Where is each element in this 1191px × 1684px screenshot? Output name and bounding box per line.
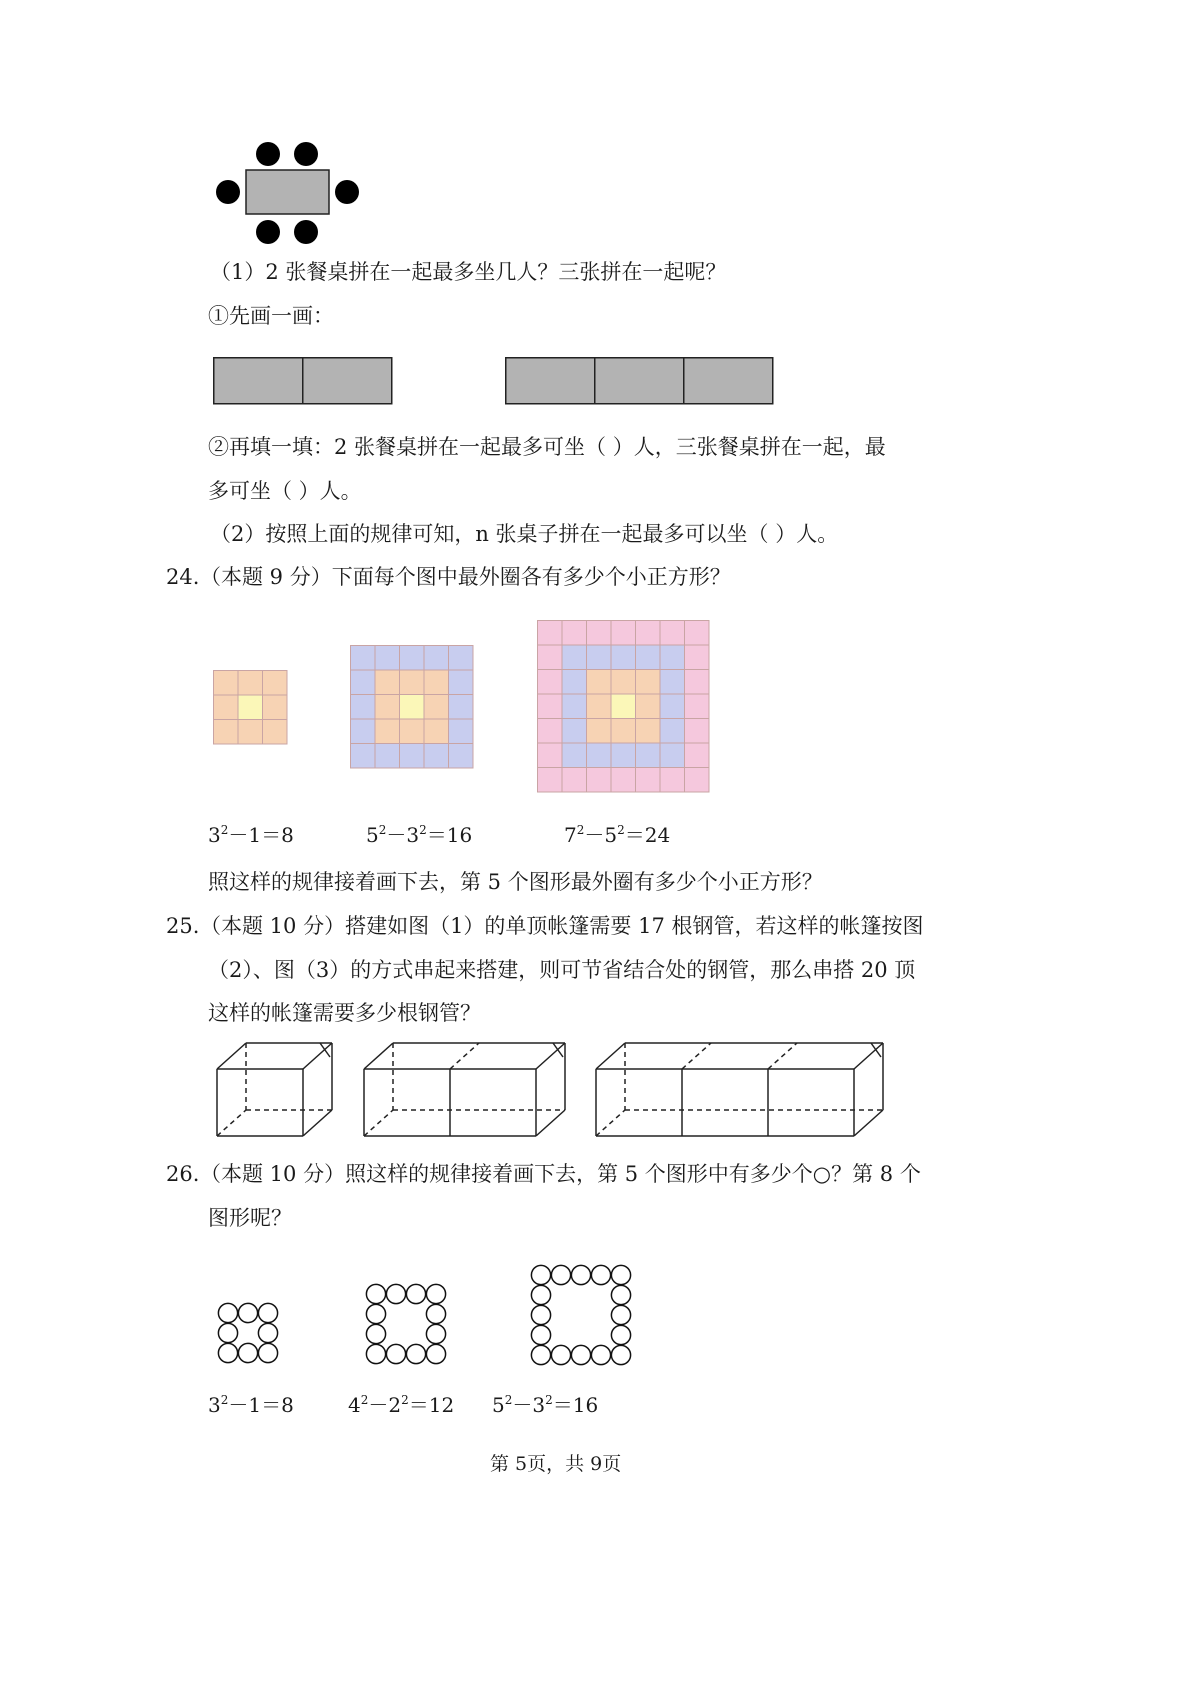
tent-hidden-edge xyxy=(768,1043,797,1069)
grid-cell xyxy=(611,719,636,744)
grid-cell xyxy=(636,621,661,646)
tent-hidden-edge xyxy=(596,1110,625,1136)
grid-cell xyxy=(538,719,563,744)
grid-cell xyxy=(400,646,425,671)
grid-cell xyxy=(538,768,563,793)
ring-circle xyxy=(406,1344,425,1363)
tent-figure-1 xyxy=(213,1038,339,1142)
q24-formula-3: $7^2-5^2=24$ xyxy=(564,823,671,847)
table-rect xyxy=(246,170,329,214)
grid-cell xyxy=(238,671,263,696)
tent-hidden-edge xyxy=(450,1043,479,1069)
ring-circle xyxy=(218,1303,237,1322)
grid-cell xyxy=(214,671,239,696)
ring-circle xyxy=(366,1344,385,1363)
grid-cell xyxy=(636,768,661,793)
grid-cell xyxy=(449,744,474,769)
q24-formula-1: $3^2-1=8$ xyxy=(208,823,294,847)
seat-dot xyxy=(256,220,280,244)
ring-circle xyxy=(611,1345,630,1364)
q26-formula-2: $4^2-2^2=12$ xyxy=(348,1393,455,1417)
seat-dot xyxy=(294,220,318,244)
three-tables-figure xyxy=(505,357,775,405)
grid-cell xyxy=(587,743,612,768)
q25-line3: 这样的帐篷需要多少根钢管？ xyxy=(208,1001,481,1025)
grid-cell xyxy=(660,670,685,695)
grid-cell xyxy=(587,768,612,793)
ring-circle xyxy=(426,1324,445,1343)
ring-circle xyxy=(258,1303,277,1322)
grid-cell xyxy=(685,645,710,670)
q23-step1-label: ①先画一画： xyxy=(208,304,334,328)
grid-cell xyxy=(351,670,376,695)
tent-edge xyxy=(364,1043,393,1069)
grid-cell xyxy=(351,695,376,720)
q26-formula-1: $3^2-1=8$ xyxy=(208,1393,294,1417)
q26-line2: 图形呢？ xyxy=(208,1206,292,1230)
grid-cell xyxy=(238,720,263,745)
grid-cell xyxy=(660,719,685,744)
ring-circle xyxy=(611,1305,630,1324)
ring-circle xyxy=(611,1285,630,1304)
grid-cell xyxy=(587,719,612,744)
ring-circle xyxy=(531,1345,550,1364)
circle-ring-figure-3 xyxy=(530,1264,632,1366)
grid-cell xyxy=(538,743,563,768)
grid-cell xyxy=(660,694,685,719)
grid-cell xyxy=(400,744,425,769)
ring-circle xyxy=(531,1305,550,1324)
grid-cell xyxy=(611,621,636,646)
grid-cell xyxy=(214,720,239,745)
ring-circle xyxy=(531,1285,550,1304)
tent-edge xyxy=(303,1110,332,1136)
tent-roof-edge xyxy=(871,1043,881,1057)
grid-cell xyxy=(538,645,563,670)
grid-cell xyxy=(611,694,636,719)
grid-cell xyxy=(636,670,661,695)
grid-cell xyxy=(562,694,587,719)
grid-cell xyxy=(351,719,376,744)
seat-dot xyxy=(216,180,240,204)
grid-cell xyxy=(351,744,376,769)
q25-line2: （2）、图（3）的方式串起来搭建，则可节省结合处的钢管，那么串搭 20 顶 xyxy=(208,958,916,982)
tent-edge xyxy=(536,1043,565,1069)
q23-step2-line1: ②再填一填：2 张餐桌拼在一起最多可坐（ ）人，三张餐桌拼在一起，最 xyxy=(208,435,886,459)
grid-cell xyxy=(263,671,288,696)
grid-cell xyxy=(660,645,685,670)
ring-circle xyxy=(238,1343,257,1362)
ring-circle xyxy=(531,1325,550,1344)
grid-cell xyxy=(611,645,636,670)
grid-cell xyxy=(375,670,400,695)
grid-cell xyxy=(400,695,425,720)
square-grid-3x3 xyxy=(213,670,289,746)
q24-formula-2: $5^2-3^2=16$ xyxy=(366,823,473,847)
grid-cell xyxy=(562,743,587,768)
grid-cell xyxy=(636,645,661,670)
grid-cell xyxy=(562,670,587,695)
ring-circle xyxy=(258,1343,277,1362)
ring-circle xyxy=(238,1303,257,1322)
grid-cell xyxy=(636,719,661,744)
ring-circle xyxy=(551,1345,570,1364)
grid-cell xyxy=(449,670,474,695)
grid-cell xyxy=(449,719,474,744)
q26-formula-3: $5^2-3^2=16$ xyxy=(492,1393,599,1417)
tent-edge xyxy=(536,1110,565,1136)
ring-circle xyxy=(218,1343,237,1362)
ring-circle xyxy=(426,1344,445,1363)
tent-roof-edge xyxy=(320,1043,330,1057)
grid-cell xyxy=(400,719,425,744)
grid-cell xyxy=(538,694,563,719)
grid-cell xyxy=(424,670,449,695)
q24-question: （本题 9 分）下面每个图中最外圈各有多少个小正方形？ xyxy=(200,565,731,589)
tent-edge xyxy=(854,1043,883,1069)
ring-circle xyxy=(426,1284,445,1303)
tent-hidden-edge xyxy=(217,1110,246,1136)
q24-number: 24. xyxy=(166,565,200,589)
tent-hidden-edge xyxy=(364,1110,393,1136)
dining-table-figure xyxy=(210,138,370,250)
grid-cell xyxy=(685,694,710,719)
two-tables-figure xyxy=(213,357,393,405)
ring-circle xyxy=(258,1323,277,1342)
grid-cell xyxy=(562,621,587,646)
grid-cell xyxy=(685,768,710,793)
tent-edge xyxy=(854,1110,883,1136)
ring-circle xyxy=(426,1304,445,1323)
grid-cell xyxy=(587,621,612,646)
ring-circle xyxy=(611,1325,630,1344)
grid-cell xyxy=(351,646,376,671)
grid-cell xyxy=(538,670,563,695)
grid-cell xyxy=(263,695,288,720)
ring-circle xyxy=(386,1284,405,1303)
grid-cell xyxy=(587,645,612,670)
grid-cell xyxy=(263,720,288,745)
grid-cell xyxy=(636,694,661,719)
grid-cell xyxy=(238,695,263,720)
ring-circle xyxy=(571,1345,590,1364)
ring-circle xyxy=(551,1265,570,1284)
square-grid-5x5 xyxy=(350,645,475,770)
q23-step2-line2: 多可坐（ ）人。 xyxy=(208,479,362,503)
ring-circle xyxy=(591,1265,610,1284)
grid-cell xyxy=(660,743,685,768)
ring-circle xyxy=(366,1304,385,1323)
q25-line1: （本题 10 分）搭建如图（1）的单顶帐篷需要 17 根钢管，若这样的帐篷按图 xyxy=(200,914,924,938)
ring-circle xyxy=(591,1345,610,1364)
grid-cell xyxy=(449,646,474,671)
seat-dot xyxy=(294,142,318,166)
grid-cell xyxy=(375,646,400,671)
ring-circle xyxy=(218,1323,237,1342)
seat-dot xyxy=(335,180,359,204)
q25-number: 25. xyxy=(166,914,200,938)
q26-number: 26. xyxy=(166,1162,200,1186)
q24-followup: 照这样的规律接着画下去，第 5 个图形最外圈有多少个小正方形？ xyxy=(208,870,823,894)
grid-cell xyxy=(611,670,636,695)
page-footer: 第 5页，共 9页 xyxy=(490,1453,622,1475)
grid-cell xyxy=(685,621,710,646)
grid-cell xyxy=(424,646,449,671)
grid-cell xyxy=(375,719,400,744)
circle-ring-figure-1 xyxy=(217,1302,279,1364)
tent-edge xyxy=(217,1043,246,1069)
tent-figure-3 xyxy=(592,1038,888,1142)
grid-cell xyxy=(424,744,449,769)
ring-circle xyxy=(531,1265,550,1284)
ring-circle xyxy=(406,1284,425,1303)
grid-cell xyxy=(660,768,685,793)
grid-cell xyxy=(587,670,612,695)
grid-cell xyxy=(685,670,710,695)
tent-edge xyxy=(596,1043,625,1069)
grid-cell xyxy=(375,695,400,720)
grid-cell xyxy=(214,695,239,720)
grid-cell xyxy=(538,621,563,646)
grid-cell xyxy=(660,621,685,646)
seat-dot xyxy=(256,142,280,166)
square-grid-7x7 xyxy=(537,620,711,794)
grid-cell xyxy=(375,744,400,769)
ring-circle xyxy=(571,1265,590,1284)
grid-cell xyxy=(449,695,474,720)
tent-edge xyxy=(303,1043,332,1069)
tent-hidden-edge xyxy=(682,1043,711,1069)
grid-cell xyxy=(587,694,612,719)
circle-ring-figure-2 xyxy=(365,1283,447,1365)
grid-cell xyxy=(424,695,449,720)
ring-circle xyxy=(611,1265,630,1284)
grid-cell xyxy=(611,743,636,768)
ring-circle xyxy=(386,1344,405,1363)
ring-circle xyxy=(366,1324,385,1343)
q23-part1-question: （1）2 张餐桌拼在一起最多坐几人？三张拼在一起呢？ xyxy=(210,260,727,284)
grid-cell xyxy=(400,670,425,695)
grid-cell xyxy=(611,768,636,793)
tent-roof-edge xyxy=(553,1043,563,1057)
grid-cell xyxy=(424,719,449,744)
q26-line1: （本题 10 分）照这样的规律接着画下去，第 5 个图形中有多少个○？第 8 个 xyxy=(200,1162,921,1186)
grid-cell xyxy=(562,719,587,744)
grid-cell xyxy=(685,719,710,744)
tent-figure-2 xyxy=(360,1038,572,1142)
grid-cell xyxy=(562,768,587,793)
grid-cell xyxy=(636,743,661,768)
grid-cell xyxy=(685,743,710,768)
grid-cell xyxy=(562,645,587,670)
q23-part2-question: （2）按照上面的规律可知，n 张桌子拼在一起最多可以坐（ ）人。 xyxy=(210,522,839,546)
ring-circle xyxy=(366,1284,385,1303)
